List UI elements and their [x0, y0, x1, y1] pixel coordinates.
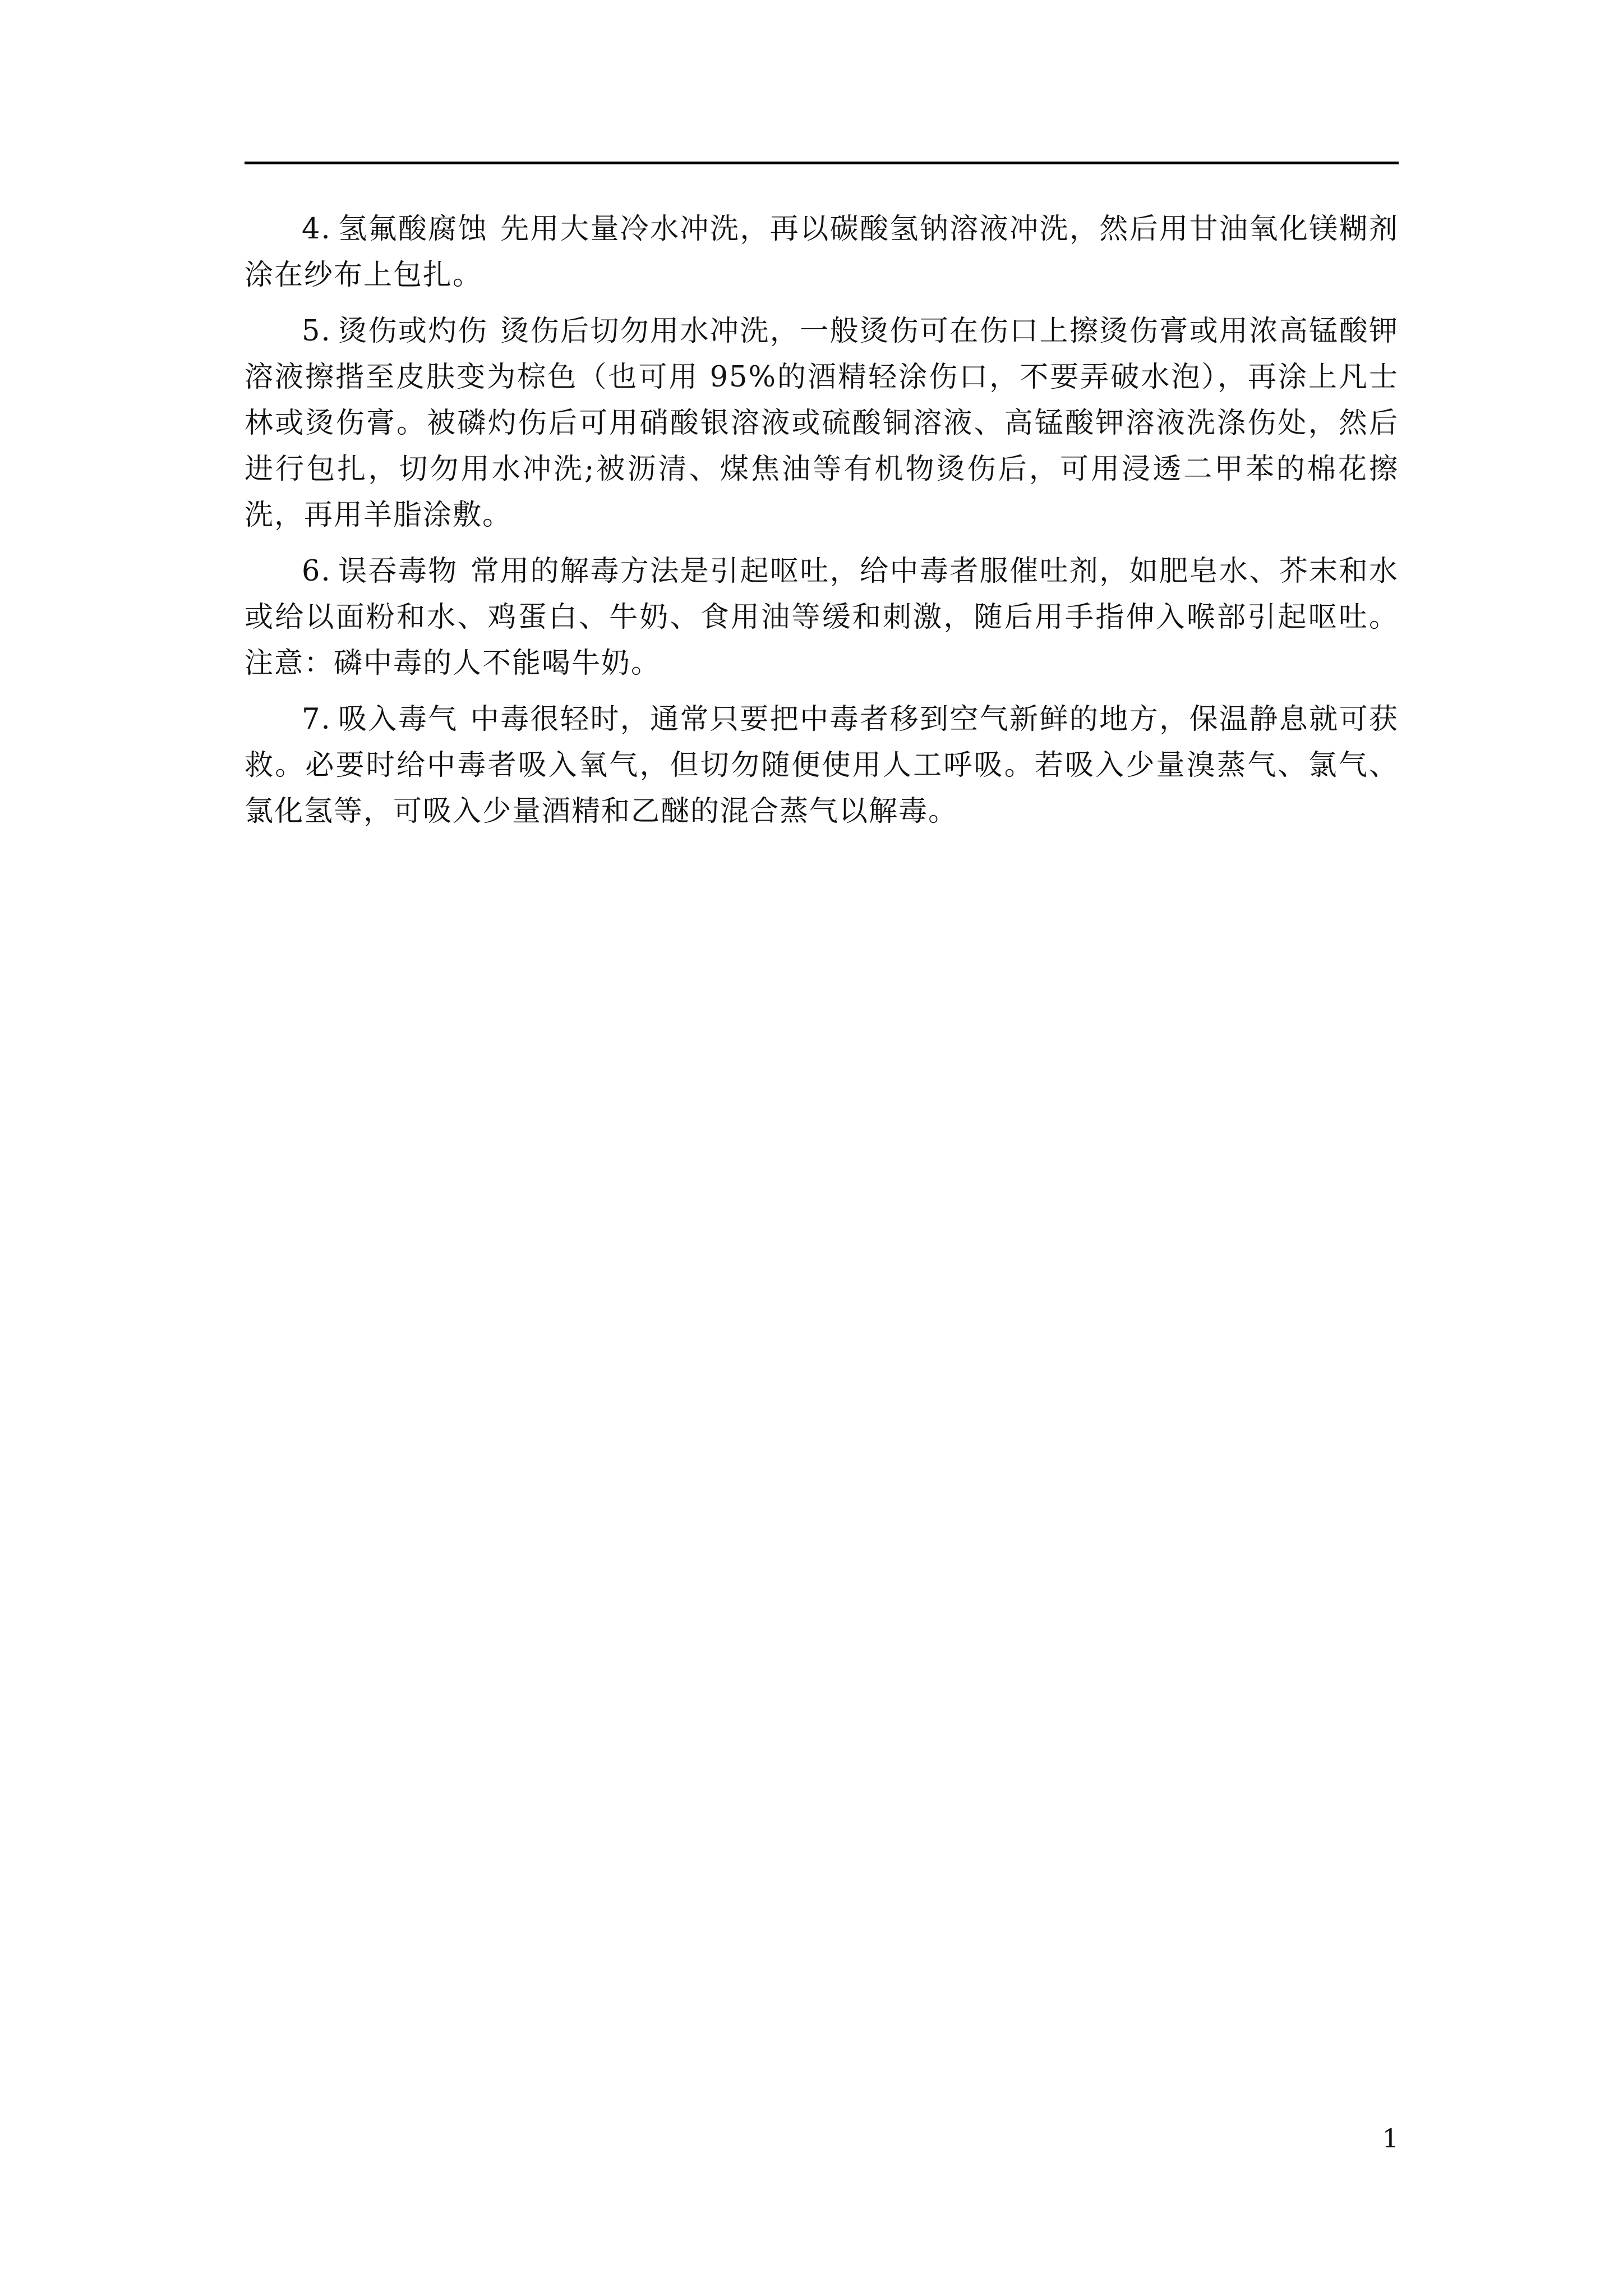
- paragraph-topic: 吸入毒气: [338, 703, 458, 736]
- paragraph-text: 中毒很轻时，通常只要把中毒者移到空气新鲜的地方，保温静息就可获救。必要时给中毒者吸入氧气，但切勿随便使用人工呼吸。若吸入少量溴蒸气、氯气、氯化氢等，可吸入少量酒精和乙醚的混合蒸气以解毒。: [245, 703, 1399, 828]
- paragraph-item-7: [245, 697, 1399, 835]
- page-number: 1: [1382, 2123, 1399, 2154]
- paragraph-topic: 烫伤或灼伤: [338, 315, 488, 348]
- paragraph-item-5: [245, 309, 1399, 539]
- paragraph-number: 6.: [302, 555, 331, 588]
- document-body: [245, 206, 1399, 845]
- paragraph-item-4: [245, 206, 1399, 298]
- header-rule: [245, 162, 1399, 164]
- paragraph-item-6: [245, 549, 1399, 687]
- paragraph-number: 7.: [302, 703, 331, 736]
- paragraph-text: 常用的解毒方法是引起呕吐，给中毒者服催吐剂，如肥皂水、芥末和水或给以面粉和水、鸡蛋白、牛奶、食用油等缓和刺激，随后用手指伸入喉部引起呕吐。注意：磷中毒的人不能喝牛奶。: [245, 555, 1399, 680]
- paragraph-number: 5.: [302, 315, 331, 348]
- paragraph-topic: 氢氟酸腐蚀: [338, 213, 488, 246]
- paragraph-number: 4.: [302, 213, 331, 246]
- paragraph-topic: 误吞毒物: [338, 555, 458, 588]
- paragraph-text: 先用大量冷水冲洗，再以碳酸氢钠溶液冲洗，然后用甘油氧化镁糊剂涂在纱布上包扎。: [245, 213, 1399, 292]
- paragraph-text: 烫伤后切勿用水冲洗，一般烫伤可在伤口上擦烫伤膏或用浓高锰酸钾溶液擦揩至皮肤变为棕色（也可用 95%的酒精轻涂伤口，不要弄破水泡），再涂上凡士林或烫伤膏。被磷灼伤后可用硝酸银溶液或硫酸铜溶液、高锰酸钾溶液洗涤伤处，然后进行包扎，切勿用水冲洗;被沥清、煤焦油等有机物烫伤后，可用浸透二甲苯的棉花擦洗，再用羊脂涂敷。: [245, 315, 1399, 532]
